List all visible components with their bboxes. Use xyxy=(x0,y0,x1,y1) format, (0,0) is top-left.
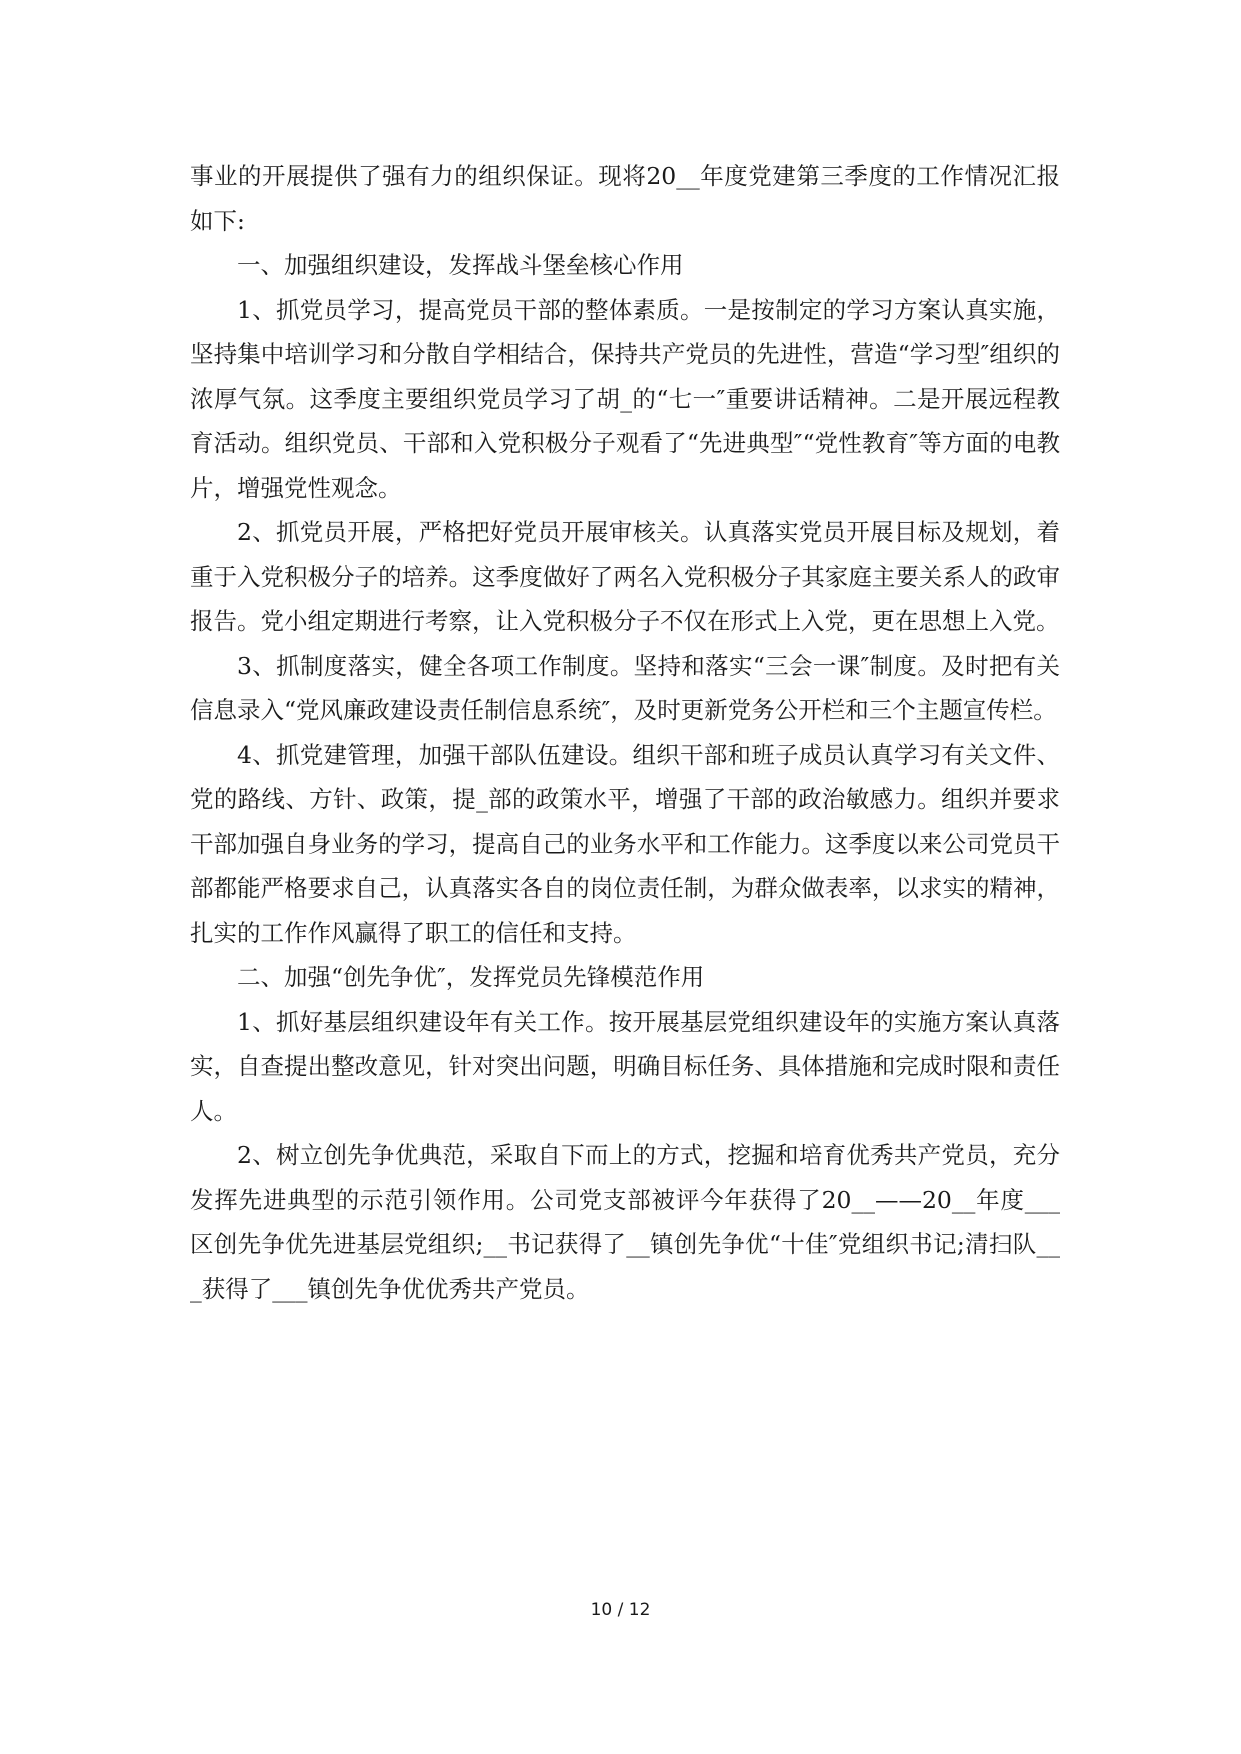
paragraph-3: 2、抓党员开展，严格把好党员开展审核关。认真落实党员开展目标及规划，着重于入党积极分子的培养。这季度做好了两名入党积极分子其家庭主要关系人的政审报告。党小组定期进行考察，让入党积极分子不仅在形式上入党，更在思想上入党。 xyxy=(190,518,1060,635)
paragraph-5: 4、抓党建管理，加强干部队伍建设。组织干部和班子成员认真学习有关文件、党的路线、方针、政策，提_部的政策水平，增强了干部的政治敏感力。组织并要求干部加强自身业务的学习，提高自己的业务水平和工作能力。这季度以来公司党员干部都能严格要求自己，认真落实各自的岗位责任制，为群众做表率，以求实的精神，扎实的工作作风赢得了职工的信任和支持。 xyxy=(190,740,1060,947)
document-body xyxy=(190,154,1060,1311)
paragraph-1: 事业的开展提供了强有力的组织保证。现将20__年度党建第三季度的工作情况汇报如下: xyxy=(190,162,1060,235)
paragraph-4: 3、抓制度落实，健全各项工作制度。坚持和落实“三会一课″制度。及时把有关信息录入“党风廉政建设责任制信息系统″，及时更新党务公开栏和三个主题宣传栏。 xyxy=(190,651,1060,724)
section-heading-2: 二、加强“创先争优″，发挥党员先锋模范作用 xyxy=(237,963,705,991)
paragraph-7: 2、树立创先争优典范，采取自下而上的方式，挖掘和培育优秀共产党员，充分发挥先进典型的示范引领作用。公司党支部被评今年获得了20__——20__年度___区创先争优先进基层党组织;__书记获得了__镇创先争优“十佳″党组织书记;清扫队___获得了___镇创先争优优秀共产党员。 xyxy=(190,1141,1060,1303)
section-heading-1: 一、加强组织建设，发挥战斗堡垒核心作用 xyxy=(237,251,684,279)
paragraph-6: 1、抓好基层组织建设年有关工作。按开展基层党组织建设年的实施方案认真落实，自查提出整改意见，针对突出问题，明确目标任务、具体措施和完成时限和责任人。 xyxy=(190,1007,1060,1125)
page-number: 10 / 12 xyxy=(590,1600,651,1620)
paragraph-2: 1、抓党员学习，提高党员干部的整体素质。一是按制定的学习方案认真实施，坚持集中培训学习和分散自学相结合，保持共产党员的先进性，营造“学习型″组织的浓厚气氛。这季度主要组织党员学习了胡_的“七一″重要讲话精神。二是开展远程教育活动。组织党员、干部和入党积极分子观看了“先进典型″“党性教育″等方面的电教片，增强党性观念。 xyxy=(190,295,1060,502)
